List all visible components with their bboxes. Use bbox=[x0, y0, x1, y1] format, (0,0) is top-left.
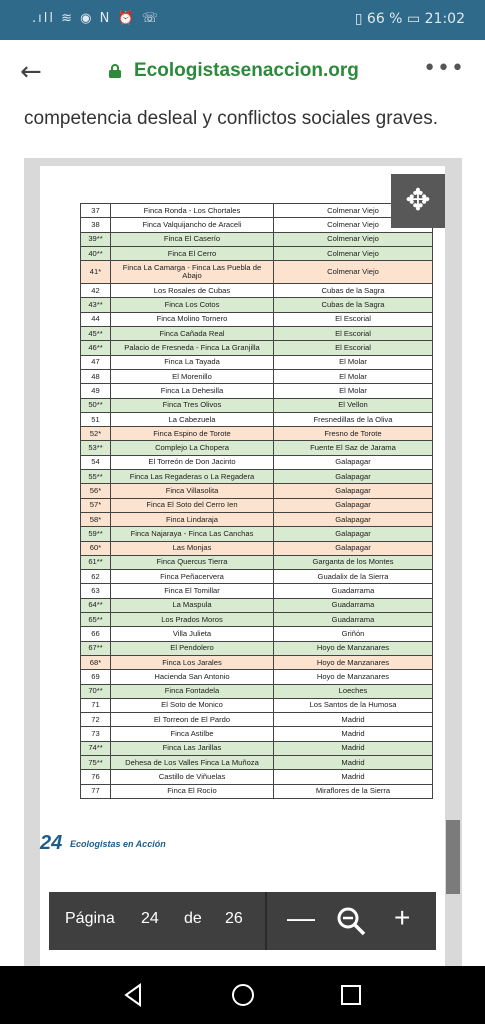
status-right bbox=[355, 11, 465, 27]
row-place: Galapagar bbox=[274, 498, 433, 512]
row-name: Finca Cañada Real bbox=[111, 327, 274, 341]
row-name: Finca Villasolita bbox=[111, 484, 274, 498]
row-name: El Torreon de El Pardo bbox=[111, 713, 274, 727]
row-name: Castillo de Viñuelas bbox=[111, 770, 274, 784]
row-name: Finca Las Jarillas bbox=[111, 741, 274, 755]
row-name: Finca Las Regaderas o La Regadera bbox=[111, 470, 274, 484]
row-place: Galapagar bbox=[274, 541, 433, 555]
row-number: 40** bbox=[81, 246, 111, 260]
row-name: Palacio de Fresneda - Finca La Granjilla bbox=[111, 341, 274, 355]
row-number: 65** bbox=[81, 613, 111, 627]
row-number: 53** bbox=[81, 441, 111, 455]
table-row bbox=[81, 384, 433, 398]
row-name: Finca La Camarga - Finca Las Puebla de Abajo bbox=[111, 261, 274, 284]
row-name: Los Prados Moros bbox=[111, 613, 274, 627]
row-number: 77 bbox=[81, 784, 111, 798]
row-name: Finca Tres Olivos bbox=[111, 398, 274, 412]
row-place: El Escorial bbox=[274, 327, 433, 341]
row-place: Hoyo de Manzanares bbox=[274, 670, 433, 684]
row-name: Finca El Cerro bbox=[111, 246, 274, 260]
row-number: 37 bbox=[81, 204, 111, 218]
row-place: Colmenar Viejo bbox=[274, 218, 433, 232]
row-place: El Escorial bbox=[274, 341, 433, 355]
table-row bbox=[81, 218, 433, 232]
table-row bbox=[81, 727, 433, 741]
table-row bbox=[81, 570, 433, 584]
row-number: 52* bbox=[81, 427, 111, 441]
scrollbar[interactable] bbox=[446, 820, 460, 894]
row-number: 62 bbox=[81, 570, 111, 584]
row-number: 73 bbox=[81, 727, 111, 741]
row-place: Guadalix de la Sierra bbox=[274, 570, 433, 584]
table-row bbox=[81, 327, 433, 341]
row-name: Finca Valquijancho de Araceli bbox=[111, 218, 274, 232]
table-row bbox=[81, 670, 433, 684]
table-row bbox=[81, 261, 433, 284]
row-place: Galapagar bbox=[274, 527, 433, 541]
row-number: 69 bbox=[81, 670, 111, 684]
row-name: Las Monjas bbox=[111, 541, 274, 555]
table-row bbox=[81, 655, 433, 669]
recents-square-icon[interactable] bbox=[336, 980, 366, 1010]
battery-percent: 66 % bbox=[366, 11, 403, 27]
vibrate-icon: ▯ bbox=[354, 11, 363, 27]
row-name: Hacienda San Antonio bbox=[111, 670, 274, 684]
table-row bbox=[81, 455, 433, 469]
table-row bbox=[81, 784, 433, 798]
row-name: Finca Ronda - Los Chortales bbox=[111, 204, 274, 218]
table-row bbox=[81, 246, 433, 260]
overflow-menu-icon[interactable]: ••• bbox=[423, 56, 465, 81]
table-row bbox=[81, 698, 433, 712]
row-place: Galapagar bbox=[274, 455, 433, 469]
row-place: Fresnedillas de la Oliva bbox=[274, 412, 433, 426]
row-place: Garganta de los Montes bbox=[274, 555, 433, 569]
table-row bbox=[81, 369, 433, 383]
table-row bbox=[81, 598, 433, 612]
row-name: Finca Peñacervera bbox=[111, 570, 274, 584]
table-row bbox=[81, 398, 433, 412]
table-row bbox=[81, 584, 433, 598]
row-name: Finca La Tayada bbox=[111, 355, 274, 369]
article-text: competencia desleal y conflictos sociales graves. bbox=[24, 108, 438, 129]
row-place: Colmenar Viejo bbox=[274, 232, 433, 246]
status-bar bbox=[0, 0, 485, 40]
row-name: Finca Los Cotos bbox=[111, 298, 274, 312]
row-number: 42 bbox=[81, 284, 111, 298]
row-number: 46** bbox=[81, 341, 111, 355]
row-number: 44 bbox=[81, 312, 111, 326]
row-place: El Vellon bbox=[274, 398, 433, 412]
table-row bbox=[81, 204, 433, 218]
table-row bbox=[81, 298, 433, 312]
row-place: Colmenar Viejo bbox=[274, 261, 433, 284]
row-place: Hoyo de Manzanares bbox=[274, 641, 433, 655]
table-row bbox=[81, 613, 433, 627]
row-name: El Pendolero bbox=[111, 641, 274, 655]
row-number: 51 bbox=[81, 412, 111, 426]
row-place: Cubas de la Sagra bbox=[274, 298, 433, 312]
table-row bbox=[81, 232, 433, 246]
table-row bbox=[81, 484, 433, 498]
row-place: Loeches bbox=[274, 684, 433, 698]
table-row bbox=[81, 498, 433, 512]
row-name: Finca Lindaraja bbox=[111, 512, 274, 526]
row-name: Finca Quercus Tierra bbox=[111, 555, 274, 569]
row-place: Madrid bbox=[274, 755, 433, 769]
row-number: 56* bbox=[81, 484, 111, 498]
page-of-label: de bbox=[184, 910, 202, 927]
page-footer-label: Ecologistas en Acción bbox=[70, 839, 166, 849]
row-place: Guadarrama bbox=[274, 598, 433, 612]
row-place: Guadarrama bbox=[274, 584, 433, 598]
row-number: 47 bbox=[81, 355, 111, 369]
row-place: Hoyo de Manzanares bbox=[274, 655, 433, 669]
row-name: Finca El Soto del Cerro Ien bbox=[111, 498, 274, 512]
table-row bbox=[81, 441, 433, 455]
row-place: Madrid bbox=[274, 741, 433, 755]
row-name: Finca Los Jarales bbox=[111, 655, 274, 669]
row-place: Madrid bbox=[274, 727, 433, 741]
row-name: La Maspula bbox=[111, 598, 274, 612]
row-number: 74** bbox=[81, 741, 111, 755]
row-name: Finca El Tomillar bbox=[111, 584, 274, 598]
row-place: El Molar bbox=[274, 369, 433, 383]
pdf-page bbox=[40, 166, 445, 966]
clock: 21:02 bbox=[424, 11, 465, 27]
row-name: Finca La Dehesilla bbox=[111, 384, 274, 398]
row-place: El Molar bbox=[274, 355, 433, 369]
zoom-magnifier-icon[interactable] bbox=[336, 906, 366, 936]
row-place: Guadarrama bbox=[274, 613, 433, 627]
back-triangle-icon[interactable] bbox=[118, 980, 148, 1010]
row-name: Finca Najaraya - Finca Las Canchas bbox=[111, 527, 274, 541]
row-name: Finca Fontadela bbox=[111, 684, 274, 698]
row-place: Griñón bbox=[274, 627, 433, 641]
row-number: 68* bbox=[81, 655, 111, 669]
row-name: Finca El Rocío bbox=[111, 784, 274, 798]
row-name: El Soto de Monico bbox=[111, 698, 274, 712]
row-name: Finca Molino Tornero bbox=[111, 312, 274, 326]
row-number: 61** bbox=[81, 555, 111, 569]
row-number: 41* bbox=[81, 261, 111, 284]
row-number: 71 bbox=[81, 698, 111, 712]
row-number: 54 bbox=[81, 455, 111, 469]
table-row bbox=[81, 741, 433, 755]
move-icon[interactable]: ✥ bbox=[391, 174, 445, 228]
total-pages: 26 bbox=[225, 910, 243, 927]
table-row bbox=[81, 755, 433, 769]
row-place: El Escorial bbox=[274, 312, 433, 326]
row-name: El Torreón de Don Jacinto bbox=[111, 455, 274, 469]
page-label: Página bbox=[65, 910, 115, 927]
row-number: 58* bbox=[81, 512, 111, 526]
row-number: 38 bbox=[81, 218, 111, 232]
back-arrow-icon[interactable]: ← bbox=[20, 57, 42, 87]
row-name: Complejo La Chopera bbox=[111, 441, 274, 455]
table-row bbox=[81, 470, 433, 484]
row-place: Madrid bbox=[274, 713, 433, 727]
zoom-out-button[interactable]: — bbox=[287, 902, 315, 933]
battery-icon: ▭ bbox=[406, 11, 421, 27]
row-number: 75** bbox=[81, 755, 111, 769]
table-row bbox=[81, 641, 433, 655]
row-number: 39** bbox=[81, 232, 111, 246]
row-number: 60* bbox=[81, 541, 111, 555]
browser-toolbar bbox=[0, 40, 485, 106]
table-row bbox=[81, 770, 433, 784]
row-name: Finca Espino de Torote bbox=[111, 427, 274, 441]
row-number: 64** bbox=[81, 598, 111, 612]
row-place: Los Santos de la Humosa bbox=[274, 698, 433, 712]
table-row bbox=[81, 427, 433, 441]
row-number: 55** bbox=[81, 470, 111, 484]
table-row bbox=[81, 527, 433, 541]
table-row bbox=[81, 684, 433, 698]
row-place: Colmenar Viejo bbox=[274, 246, 433, 260]
row-place: Galapagar bbox=[274, 512, 433, 526]
status-icons: .ıll ≋ ◉ N ⏰ ☏ bbox=[32, 11, 161, 26]
zoom-in-button[interactable]: + bbox=[394, 902, 411, 933]
row-number: 70** bbox=[81, 684, 111, 698]
finca-table bbox=[80, 203, 433, 799]
url-text[interactable]: Ecologistasenaccion.org bbox=[134, 60, 359, 81]
row-number: 45** bbox=[81, 327, 111, 341]
page-footer-number: 24 bbox=[40, 832, 63, 854]
row-name: La Cabezuela bbox=[111, 412, 274, 426]
row-number: 48 bbox=[81, 369, 111, 383]
row-number: 50** bbox=[81, 398, 111, 412]
row-number: 76 bbox=[81, 770, 111, 784]
current-page[interactable]: 24 bbox=[141, 910, 159, 927]
row-place: El Molar bbox=[274, 384, 433, 398]
row-place: Miraflores de la Sierra bbox=[274, 784, 433, 798]
row-place: Madrid bbox=[274, 770, 433, 784]
table-row bbox=[81, 312, 433, 326]
row-number: 72 bbox=[81, 713, 111, 727]
row-number: 57* bbox=[81, 498, 111, 512]
table-row bbox=[81, 412, 433, 426]
table-row bbox=[81, 713, 433, 727]
divider bbox=[265, 892, 267, 950]
system-nav-bar bbox=[0, 966, 485, 1024]
row-number: 49 bbox=[81, 384, 111, 398]
pdf-viewer[interactable] bbox=[24, 158, 462, 966]
table-row bbox=[81, 512, 433, 526]
table-row bbox=[81, 284, 433, 298]
home-circle-icon[interactable] bbox=[228, 980, 258, 1010]
row-name: Dehesa de Los Valles Finca La Muñoza bbox=[111, 755, 274, 769]
table-row bbox=[81, 555, 433, 569]
row-number: 63 bbox=[81, 584, 111, 598]
row-number: 66 bbox=[81, 627, 111, 641]
row-name: Los Rosales de Cubas bbox=[111, 284, 274, 298]
row-number: 43** bbox=[81, 298, 111, 312]
row-name: Finca Astilbe bbox=[111, 727, 274, 741]
row-number: 67** bbox=[81, 641, 111, 655]
lock-icon bbox=[108, 64, 122, 78]
table-row bbox=[81, 541, 433, 555]
row-place: Galapagar bbox=[274, 484, 433, 498]
table-row bbox=[81, 355, 433, 369]
row-place: Galapagar bbox=[274, 470, 433, 484]
row-name: El Morenillo bbox=[111, 369, 274, 383]
row-name: Villa Julieta bbox=[111, 627, 274, 641]
row-place: Fresno de Torote bbox=[274, 427, 433, 441]
row-number: 59** bbox=[81, 527, 111, 541]
row-place: Fuente El Saz de Jarama bbox=[274, 441, 433, 455]
page-control-bar bbox=[49, 892, 436, 950]
table-row bbox=[81, 341, 433, 355]
row-name: Finca El Caserío bbox=[111, 232, 274, 246]
row-place: Cubas de la Sagra bbox=[274, 284, 433, 298]
row-place: Colmenar Viejo bbox=[274, 204, 433, 218]
table-row bbox=[81, 627, 433, 641]
